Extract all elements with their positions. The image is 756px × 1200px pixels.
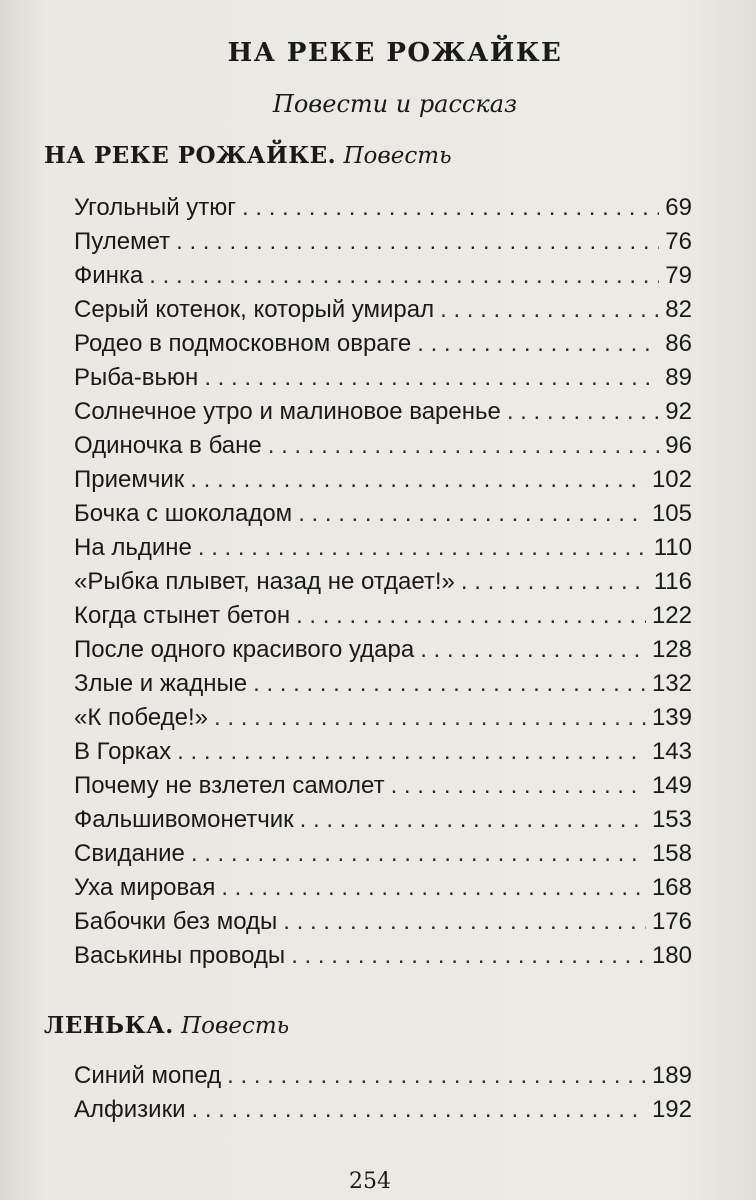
toc-entry [74,738,692,772]
entry-title: Серый котенок, который умирал [74,296,435,323]
entry-title: Почему не взлетел самолет [74,772,385,799]
entry-title: Родео в подмосковном овраге [74,330,412,357]
entry-title: В Горках [74,738,172,765]
entry-page: 139 [651,704,692,731]
leader-dots [283,908,646,936]
entry-page: 116 [653,568,692,595]
toc-entry [74,1096,692,1130]
section-type: Повесть [343,143,452,169]
section-heading [44,1012,289,1039]
entry-page: 92 [665,398,692,425]
entry-title: На льдине [74,534,192,561]
page-number: 254 [349,1169,391,1194]
entry-page: 128 [651,636,692,663]
entry-title: Злые и жадные [74,670,248,697]
entry-page: 192 [651,1096,692,1123]
entry-page: 168 [651,874,692,901]
toc-entry [74,636,692,670]
leader-dots [227,1062,646,1090]
toc-entry [74,840,692,874]
leader-dots [391,772,646,800]
leader-dots [177,738,646,766]
entry-page: 132 [651,670,692,697]
entry-page: 110 [653,534,692,561]
entry-page: 76 [665,228,692,255]
book-title: НА РЕКЕ РОЖАЙКЕ [227,38,563,68]
entry-title: Когда стынет бетон [74,602,291,629]
entry-title: Пулемет [74,228,171,255]
leader-dots [253,670,646,698]
section-name: НА РЕКЕ РОЖАЙКЕ. [44,142,337,169]
toc-entry [74,330,692,364]
entry-page: 149 [651,772,692,799]
entry-page: 105 [651,500,692,527]
entry-page: 69 [665,194,692,221]
leader-dots [291,942,646,970]
leader-dots [198,534,648,562]
section-heading [44,142,452,169]
entry-title: Уха мировая [74,874,216,901]
entry-page: 176 [651,908,692,935]
leader-dots [420,636,646,664]
entry-title: «К победе!» [74,704,209,731]
toc-entry [74,772,692,806]
entry-title: Приемчик [74,466,185,493]
entry-page: 102 [651,466,692,493]
toc-entry [74,432,692,466]
entry-title: Рыба-вьюн [74,364,199,391]
leader-dots [221,874,646,902]
entry-page: 79 [665,262,692,289]
toc-entry [74,602,692,636]
leader-dots [268,432,660,460]
leader-dots [300,806,646,834]
toc-entry [74,942,692,976]
entry-title: Солнечное утро и малиновое варенье [74,398,501,425]
leader-dots [176,228,659,256]
toc-entry [74,568,692,602]
leader-dots [298,500,646,528]
entry-title: Алфизики [74,1096,186,1123]
toc-entry [74,398,692,432]
entry-title: Свидание [74,840,185,867]
toc-entry [74,296,692,330]
entry-page: 153 [651,806,692,833]
entry-page: 189 [651,1062,692,1089]
toc-entry [74,466,692,500]
entry-title: Бочка с шоколадом [74,500,293,527]
leader-dots [417,330,659,358]
toc-entry [74,874,692,908]
leader-dots [440,296,659,324]
entry-page: 89 [665,364,692,391]
leader-dots [242,194,659,222]
entry-page: 86 [665,330,692,357]
toc-entry [74,194,692,228]
toc-entry [74,806,692,840]
entry-title: Синий мопед [74,1062,222,1089]
leader-dots [191,840,646,868]
toc-entry [74,908,692,942]
toc-entry [74,704,692,738]
entry-title: Бабочки без моды [74,908,278,935]
leader-dots [204,364,659,392]
entry-title: Финка [74,262,144,289]
entry-page: 143 [651,738,692,765]
leader-dots [461,568,648,596]
leader-dots [149,262,659,290]
entry-page: 82 [665,296,692,323]
leader-dots [296,602,646,630]
entry-page: 122 [651,602,692,629]
entry-title: «Рыбка плывет, назад не отдает!» [74,568,455,595]
toc-entry [74,534,692,568]
toc-entry [74,262,692,296]
entry-title: После одного красивого удара [74,636,415,663]
section-name: ЛЕНЬКА. [44,1012,174,1039]
entry-page: 96 [665,432,692,459]
entry-title: Одиночка в бане [74,432,262,459]
entry-title: Угольный утюг [74,194,237,221]
entry-title: Фальшивомонетчик [74,806,294,833]
entry-page: 180 [651,942,692,969]
entry-page: 158 [651,840,692,867]
section-type: Повесть [181,1013,290,1039]
entry-title: Васькины проводы [74,942,286,969]
leader-dots [507,398,659,426]
leader-dots [214,704,646,732]
toc-entry [74,1062,692,1096]
toc-entry [74,228,692,262]
toc-entry [74,364,692,398]
toc-entry [74,670,692,704]
toc-entry [74,500,692,534]
leader-dots [191,1096,645,1124]
leader-dots [190,466,646,494]
book-subtitle: Повести и рассказ [272,90,518,118]
